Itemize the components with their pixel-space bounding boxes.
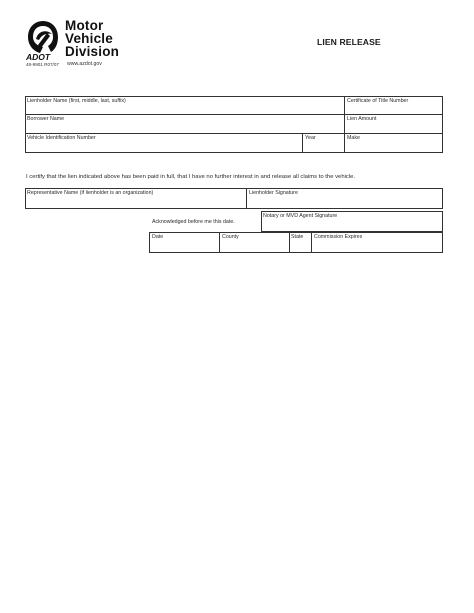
divider <box>311 232 312 253</box>
lienholder-signature-field[interactable]: Lienholder Signature <box>249 190 298 196</box>
divider <box>25 133 443 134</box>
borrower-name-field[interactable]: Borrower Name <box>27 116 65 122</box>
commission-expires-field[interactable]: Commission Expires <box>314 234 363 240</box>
make-field[interactable]: Make <box>347 135 360 141</box>
representative-name-field[interactable]: Representative Name (if lienholder is an organization) <box>27 190 154 196</box>
divider <box>246 188 247 209</box>
divider <box>289 232 290 253</box>
adot-logo-text: ADOT <box>26 52 51 61</box>
state-field[interactable]: State <box>291 234 304 240</box>
lien-amount-field[interactable]: Lien Amount <box>347 116 377 122</box>
divider <box>344 96 345 153</box>
website: www.azdot.gov <box>67 61 102 67</box>
acknowledged-text: Acknowledged before me this date. <box>152 219 235 225</box>
lien-info-section <box>25 96 443 153</box>
form-title: LIEN RELEASE <box>317 37 381 47</box>
date-field[interactable]: Date <box>152 234 164 240</box>
adot-logo-icon <box>26 19 60 61</box>
divider <box>25 114 443 115</box>
divider <box>302 133 303 153</box>
notary-signature-field[interactable]: Notary or MVD Agent Signature <box>263 213 338 219</box>
division-line-3: Division <box>65 44 120 59</box>
year-field[interactable]: Year <box>305 135 316 141</box>
county-field[interactable]: County <box>222 234 239 240</box>
form-number: 48-9901 R07/07 <box>26 62 59 67</box>
certificate-of-title-field[interactable]: Certificate of Title Number <box>347 98 409 104</box>
division-line-1: Motor <box>65 18 104 33</box>
vin-field[interactable]: Vehicle Identification Number <box>27 135 96 141</box>
divider <box>219 232 220 253</box>
lienholder-name-field[interactable]: Lienholder Name (first, middle, last, suffix) <box>27 98 126 104</box>
certification-text: I certify that the lien indicated above has been paid in full, that I have no further interest in and release all claims to the vehicle. <box>26 174 356 180</box>
division-line-2: Vehicle <box>65 31 113 46</box>
